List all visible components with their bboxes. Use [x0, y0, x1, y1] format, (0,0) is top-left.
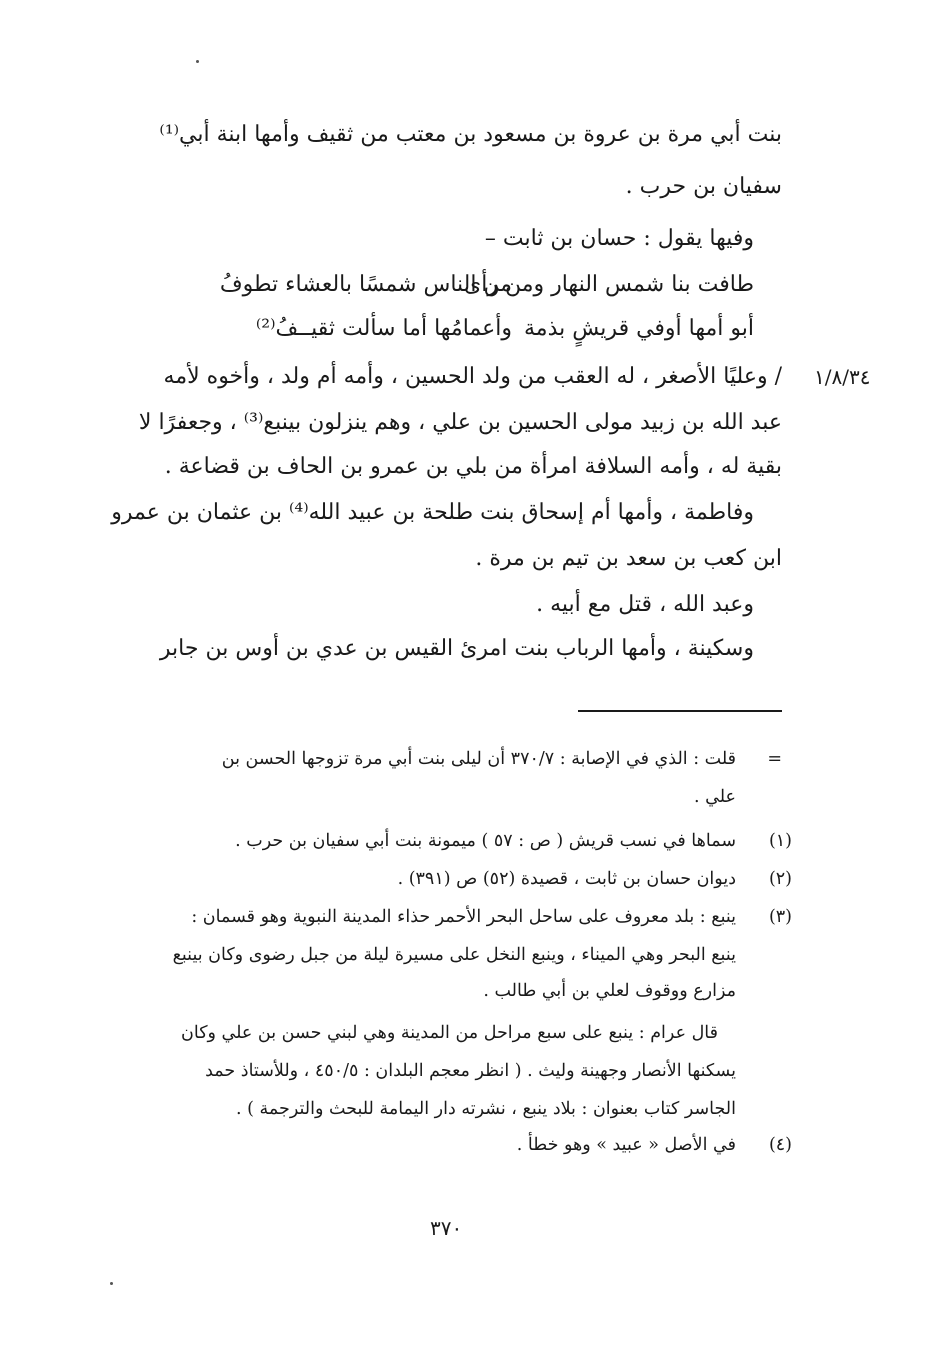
- footnote-number: (١): [768, 831, 792, 851]
- footnote-line: يسكنها الأنصار وجهينة وليث . ( انظر معجم البلدان : ٤٥٠/٥ ، وللأستاذ حمد: [205, 1061, 736, 1081]
- body-line: وفاطمة ، وأمها أم إسحاق بنت طلحة بن عبيد الله⁽⁴⁾ بن عثمان بن عمرو: [111, 500, 754, 525]
- body-line: وفيها يقول : حسان بن ثابت –: [484, 226, 754, 251]
- footnote-line: سماها في نسب قريش ( ص : ٥٧ ) ميمونة بنت أبي سفيان بن حرب .: [235, 831, 736, 851]
- footnote-line: ينبع : بلد معروف على ساحل البحر الأحمر حذاء المدينة النبوية وهو قسمان :: [191, 907, 736, 927]
- body-line: بقية له ، وأمه السلافة امرأة من بلي بن عمرو بن الحاف بن قضاعة .: [164, 454, 782, 479]
- footnote-number: (٣): [768, 907, 792, 927]
- body-line: وسكينة ، وأمها الرباب بنت امرئ القيس بن عدي بن أوس بن جابر: [159, 636, 754, 661]
- footnote-line: قلت : الذي في الإصابة : ٣٧٠/٧ أن ليلى بنت أبي مرة تزوجها الحسن بن: [221, 749, 736, 769]
- body-line: / وعليًا الأصغر ، له العقب من ولد الحسين ، وأمه أم ولد ، وأخوه لأمه: [163, 364, 782, 389]
- footnote-continuation-mark: =: [767, 749, 782, 769]
- verse-hemistich: طافت بنا شمس النهار ومن رأى: [464, 272, 754, 297]
- body-line: عبد الله بن زبيد مولى الحسين بن علي ، وهم ينزلون بينبع⁽³⁾ ، وجعفرًا لا: [138, 410, 782, 435]
- footnote-line: علي .: [694, 787, 736, 807]
- footnote-line: في الأصل « عبيد » وهو خطأ .: [516, 1135, 736, 1155]
- verse-hemistich: من الناس شمسًا بالعشاء تطوفُ: [219, 272, 512, 297]
- body-line: بنت أبي مرة بن عروة بن مسعود بن معتب من ثقيف وأمها ابنة أبي⁽¹⁾: [159, 122, 782, 147]
- footnote-separator: [578, 710, 782, 712]
- verse-hemistich: أبو أمها أوفي قريشٍ بذمة: [524, 316, 754, 341]
- body-line: وعبد الله ، قتل مع أبيه .: [536, 592, 754, 617]
- footnote-number: (٢): [768, 869, 792, 889]
- body-line: سفيان بن حرب .: [625, 174, 782, 199]
- footnote-line: قال عرام : ينبع على سبع مراحل من المدينة وهي لبني حسن بن علي وكان: [181, 1023, 718, 1043]
- page-number: ٣٧٠: [430, 1216, 463, 1240]
- footnote-line: الجاسر كتاب بعنوان : بلاد ينبع ، نشرته دار اليمامة للبحث والترجمة ) .: [236, 1099, 736, 1119]
- footnote-line: مزارع ووقوف لعلي بن أبي طالب .: [483, 981, 736, 1001]
- footnote-number: (٤): [768, 1135, 792, 1155]
- footnote-line: ديوان حسان بن ثابت ، قصيدة (٥٢) ص (٣٩١) .: [397, 869, 736, 889]
- verse-hemistich: وأعمامُها أما سألت ثقيــفُ⁽²⁾: [255, 316, 512, 341]
- body-line: ابن كعب بن سعد بن تيم بن مرة .: [475, 546, 782, 571]
- scan-speck: [196, 60, 199, 63]
- footnote-line: ينبع البحر وهي الميناء ، وينبع النخل على مسيرة ليلة من جبل رضوى وكان بينبع: [172, 945, 736, 965]
- scan-speck: [110, 1282, 113, 1285]
- margin-reference: ١/٨/٣٤: [814, 365, 871, 389]
